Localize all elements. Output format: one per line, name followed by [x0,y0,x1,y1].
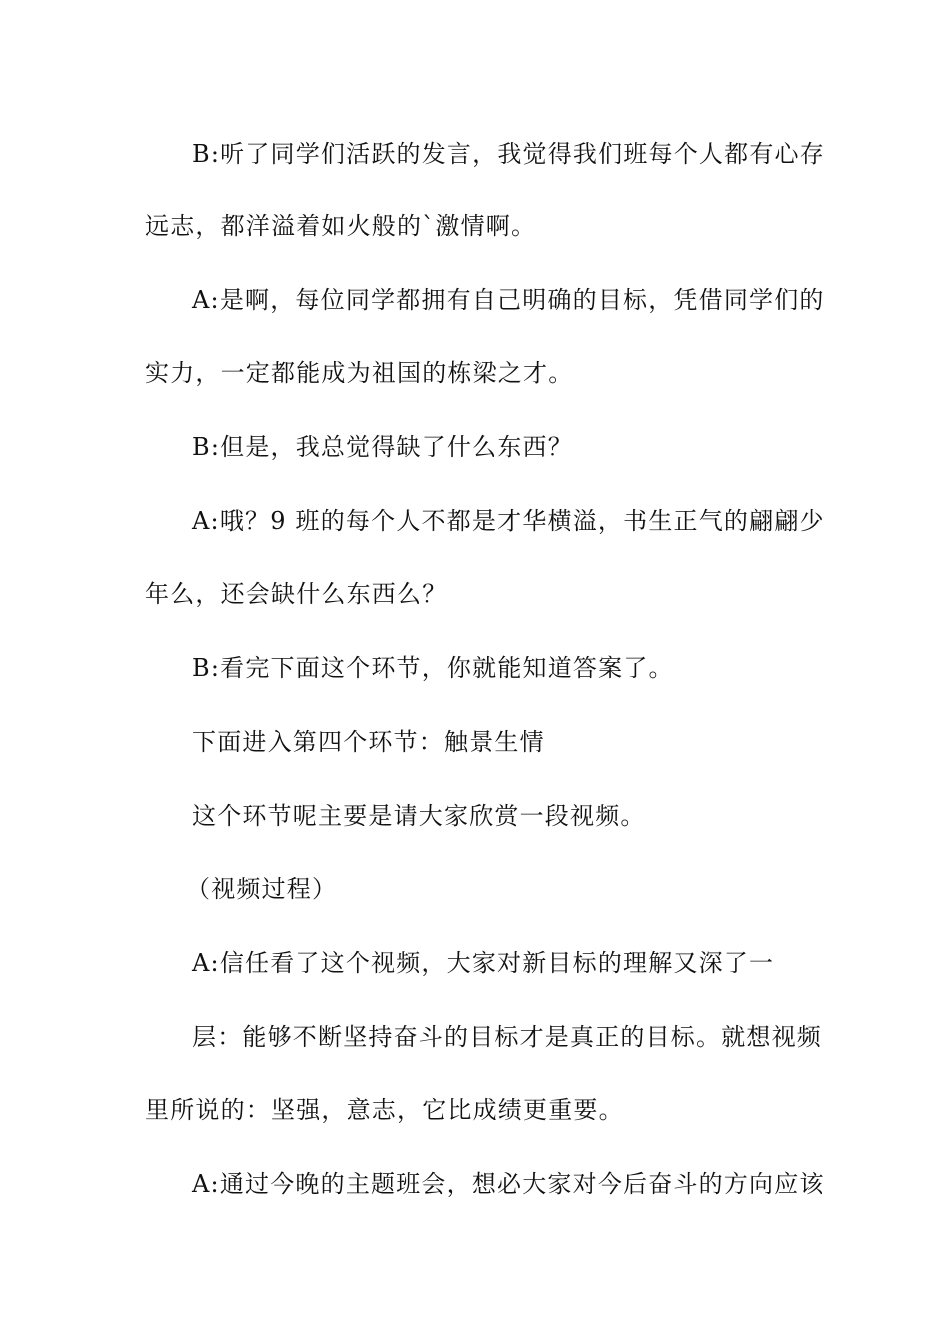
text-line: 下面进入第四个环节：触景生情 [192,728,545,756]
text-line: A:哦？9 班的每个人不都是才华横溢，书生正气的翩翩少 [192,507,825,535]
text-line: B:看完下面这个环节，你就能知道答案了。 [192,654,674,682]
text-line: 年么，还会缺什么东西么？ [145,580,448,608]
text-line: A:是啊，每位同学都拥有自己明确的目标，凭借同学们的 [192,286,825,314]
text-line: 里所说的：坚强，意志，它比成绩更重要。 [145,1096,624,1124]
text-line: 层：能够不断坚持奋斗的目标才是真正的目标。就想视频 [192,1023,822,1051]
text-line: 这个环节呢主要是请大家欣赏一段视频。 [192,802,646,830]
text-line: B:听了同学们活跃的发言，我觉得我们班每个人都有心存 [192,140,825,168]
text-line: B:但是，我总觉得缺了什么东西？ [192,433,573,461]
text-line: 实力，一定都能成为祖国的栋梁之才。 [145,359,574,387]
text-line: A:通过今晚的主题班会，想必大家对今后奋斗的方向应该 [192,1170,825,1198]
text-line: A:信任看了这个视频，大家对新目标的理解又深了一 [192,949,775,977]
text-line: （视频过程） [186,875,338,903]
text-line: 远志，都洋溢着如火般的`激情啊。 [145,212,537,240]
